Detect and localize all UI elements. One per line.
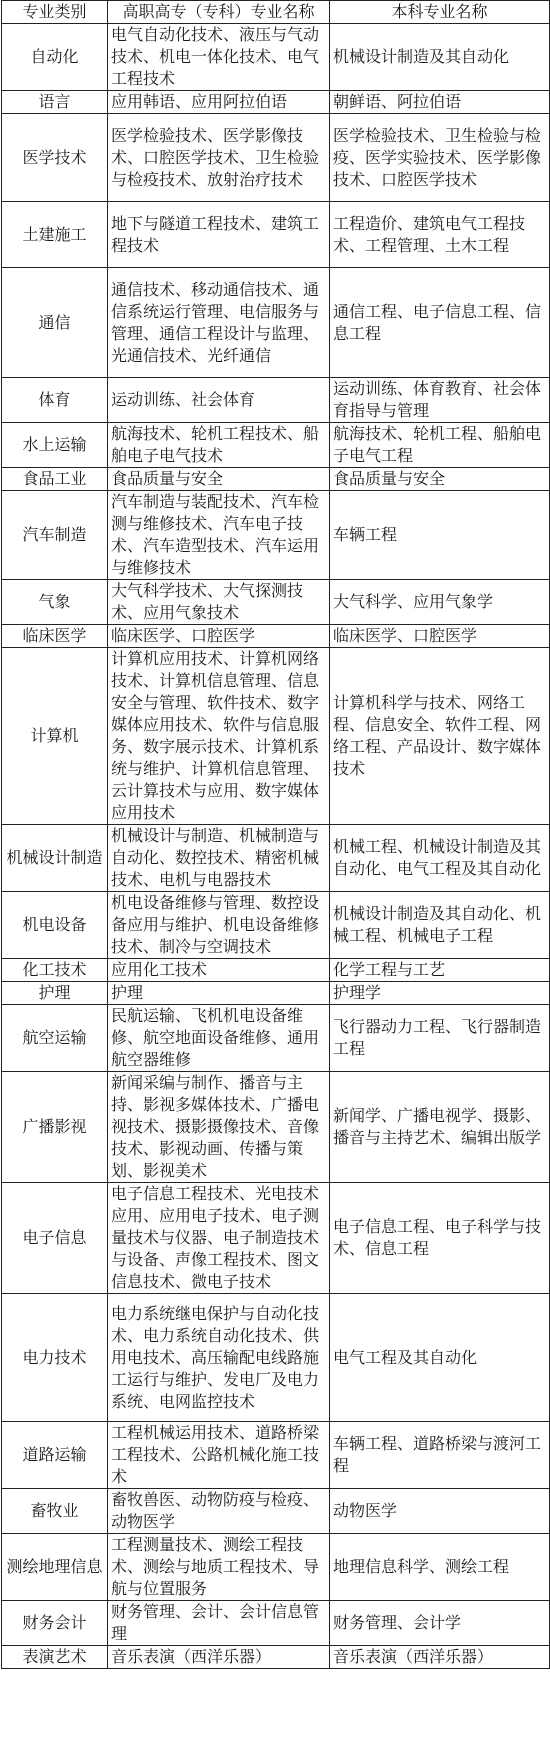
category-cell: 测绘地理信息 <box>2 1534 108 1601</box>
category-cell: 食品工业 <box>2 468 108 491</box>
table-row <box>2 982 550 1005</box>
undergrad-majors-cell: 运动训练、体育教育、社会体育指导与管理 <box>330 378 550 423</box>
undergrad-majors-cell: 新闻学、广播电视学、摄影、播音与主持艺术、编辑出版学 <box>330 1072 550 1183</box>
table-row <box>2 625 550 648</box>
undergrad-majors-cell: 大气科学、应用气象学 <box>330 580 550 625</box>
table-body <box>2 24 550 1669</box>
undergrad-majors-cell: 航海技术、轮机工程、船舶电子电气工程 <box>330 423 550 468</box>
major-mapping-table <box>1 0 550 1669</box>
category-cell: 计算机 <box>2 648 108 825</box>
vocational-majors-cell: 大气科学技术、大气探测技术、应用气象技术 <box>108 580 330 625</box>
vocational-majors-cell: 应用韩语、应用阿拉伯语 <box>108 91 330 114</box>
category-cell: 广播影视 <box>2 1072 108 1183</box>
table-row <box>2 423 550 468</box>
vocational-majors-cell: 临床医学、口腔医学 <box>108 625 330 648</box>
category-cell: 航空运输 <box>2 1005 108 1072</box>
vocational-majors-cell: 运动训练、社会体育 <box>108 378 330 423</box>
vocational-majors-cell: 电力系统继电保护与自动化技术、电力系统自动化技术、供用电技术、高压输配电线路施工运行与维护、发电厂及电力系统、电网监控技术 <box>108 1294 330 1422</box>
vocational-majors-cell: 民航运输、飞机机电设备维修、航空地面设备维修、通用航空器维修 <box>108 1005 330 1072</box>
category-cell: 电力技术 <box>2 1294 108 1422</box>
vocational-majors-cell: 应用化工技术 <box>108 959 330 982</box>
category-cell: 临床医学 <box>2 625 108 648</box>
category-cell: 气象 <box>2 580 108 625</box>
vocational-majors-cell: 畜牧兽医、动物防疫与检疫、动物医学 <box>108 1489 330 1534</box>
table-row <box>2 378 550 423</box>
table-header-row <box>2 1 550 24</box>
category-cell: 道路运输 <box>2 1422 108 1489</box>
undergrad-majors-cell: 车辆工程、道路桥梁与渡河工程 <box>330 1422 550 1489</box>
undergrad-majors-cell: 电气工程及其自动化 <box>330 1294 550 1422</box>
table-row <box>2 1005 550 1072</box>
vocational-majors-cell: 工程测量技术、测绘工程技术、测绘与地质工程技术、导航与位置服务 <box>108 1534 330 1601</box>
table-row <box>2 892 550 959</box>
table-row <box>2 268 550 378</box>
undergrad-majors-cell: 电子信息工程、电子科学与技术、信息工程 <box>330 1183 550 1294</box>
vocational-majors-cell: 音乐表演（西洋乐器） <box>108 1646 330 1669</box>
category-cell: 通信 <box>2 268 108 378</box>
vocational-majors-cell: 地下与隧道工程技术、建筑工程技术 <box>108 202 330 268</box>
header-undergrad: 本科专业名称 <box>330 1 550 24</box>
undergrad-majors-cell: 食品质量与安全 <box>330 468 550 491</box>
undergrad-majors-cell: 机械设计制造及其自动化 <box>330 24 550 91</box>
category-cell: 化工技术 <box>2 959 108 982</box>
undergrad-majors-cell: 护理学 <box>330 982 550 1005</box>
category-cell: 机电设备 <box>2 892 108 959</box>
category-cell: 土建施工 <box>2 202 108 268</box>
vocational-majors-cell: 电气自动化技术、液压与气动技术、机电一体化技术、电气工程技术 <box>108 24 330 91</box>
undergrad-majors-cell: 飞行器动力工程、飞行器制造工程 <box>330 1005 550 1072</box>
vocational-majors-cell: 机电设备维修与管理、数控设备应用与维护、机电设备维修技术、制冷与空调技术 <box>108 892 330 959</box>
undergrad-majors-cell: 计算机科学与技术、网络工程、信息安全、软件工程、网络工程、产品设计、数字媒体技术 <box>330 648 550 825</box>
vocational-majors-cell: 机械设计与制造、机械制造与自动化、数控技术、精密机械技术、电机与电器技术 <box>108 825 330 892</box>
table-row <box>2 1183 550 1294</box>
table-row <box>2 1601 550 1646</box>
undergrad-majors-cell: 机械工程、机械设计制造及其自动化、电气工程及其自动化 <box>330 825 550 892</box>
undergrad-majors-cell: 临床医学、口腔医学 <box>330 625 550 648</box>
undergrad-majors-cell: 机械设计制造及其自动化、机械工程、机械电子工程 <box>330 892 550 959</box>
table-row <box>2 91 550 114</box>
vocational-majors-cell: 食品质量与安全 <box>108 468 330 491</box>
category-cell: 畜牧业 <box>2 1489 108 1534</box>
table-row <box>2 825 550 892</box>
table-row <box>2 1489 550 1534</box>
category-cell: 自动化 <box>2 24 108 91</box>
table-row <box>2 648 550 825</box>
table-row <box>2 24 550 91</box>
undergrad-majors-cell: 通信工程、电子信息工程、信息工程 <box>330 268 550 378</box>
category-cell: 护理 <box>2 982 108 1005</box>
table-row <box>2 114 550 202</box>
table-row <box>2 491 550 580</box>
category-cell: 医学技术 <box>2 114 108 202</box>
vocational-majors-cell: 医学检验技术、医学影像技术、口腔医学技术、卫生检验与检疫技术、放射治疗技术 <box>108 114 330 202</box>
category-cell: 体育 <box>2 378 108 423</box>
undergrad-majors-cell: 车辆工程 <box>330 491 550 580</box>
undergrad-majors-cell: 音乐表演（西洋乐器） <box>330 1646 550 1669</box>
category-cell: 汽车制造 <box>2 491 108 580</box>
vocational-majors-cell: 新闻采编与制作、播音与主持、影视多媒体技术、广播电视技术、摄影摄像技术、音像技术、影视动画、传播与策划、影视美术 <box>108 1072 330 1183</box>
undergrad-majors-cell: 财务管理、会计学 <box>330 1601 550 1646</box>
category-cell: 水上运输 <box>2 423 108 468</box>
table-row <box>2 1422 550 1489</box>
undergrad-majors-cell: 地理信息科学、测绘工程 <box>330 1534 550 1601</box>
category-cell: 电子信息 <box>2 1183 108 1294</box>
table-row <box>2 959 550 982</box>
table-row <box>2 202 550 268</box>
table-row <box>2 1534 550 1601</box>
category-cell: 表演艺术 <box>2 1646 108 1669</box>
undergrad-majors-cell: 医学检验技术、卫生检验与检疫、医学实验技术、医学影像技术、口腔医学技术 <box>330 114 550 202</box>
table-row <box>2 1072 550 1183</box>
vocational-majors-cell: 汽车制造与装配技术、汽车检测与维修技术、汽车电子技术、汽车造型技术、汽车运用与维修技术 <box>108 491 330 580</box>
vocational-majors-cell: 计算机应用技术、计算机网络技术、计算机信息管理、信息安全与管理、软件技术、数字媒体应用技术、软件与信息服务、数字展示技术、计算机系统与维护、计算机信息管理、云计算技术与应用、数字媒体应用技术 <box>108 648 330 825</box>
table-row <box>2 1646 550 1669</box>
vocational-majors-cell: 护理 <box>108 982 330 1005</box>
undergrad-majors-cell: 动物医学 <box>330 1489 550 1534</box>
vocational-majors-cell: 工程机械运用技术、道路桥梁工程技术、公路机械化施工技术 <box>108 1422 330 1489</box>
category-cell: 财务会计 <box>2 1601 108 1646</box>
vocational-majors-cell: 通信技术、移动通信技术、通信系统运行管理、电信服务与管理、通信工程设计与监理、光通信技术、光纤通信 <box>108 268 330 378</box>
table-row <box>2 1294 550 1422</box>
undergrad-majors-cell: 朝鲜语、阿拉伯语 <box>330 91 550 114</box>
header-vocational: 高职高专（专科）专业名称 <box>108 1 330 24</box>
table-row <box>2 580 550 625</box>
category-cell: 机械设计制造 <box>2 825 108 892</box>
vocational-majors-cell: 财务管理、会计、会计信息管理 <box>108 1601 330 1646</box>
undergrad-majors-cell: 化学工程与工艺 <box>330 959 550 982</box>
category-cell: 语言 <box>2 91 108 114</box>
undergrad-majors-cell: 工程造价、建筑电气工程技术、工程管理、土木工程 <box>330 202 550 268</box>
vocational-majors-cell: 航海技术、轮机工程技术、船舶电子电气技术 <box>108 423 330 468</box>
vocational-majors-cell: 电子信息工程技术、光电技术应用、应用电子技术、电子测量技术与仪器、电子制造技术与设备、声像工程技术、图文信息技术、微电子技术 <box>108 1183 330 1294</box>
header-category: 专业类别 <box>2 1 108 24</box>
table-row <box>2 468 550 491</box>
